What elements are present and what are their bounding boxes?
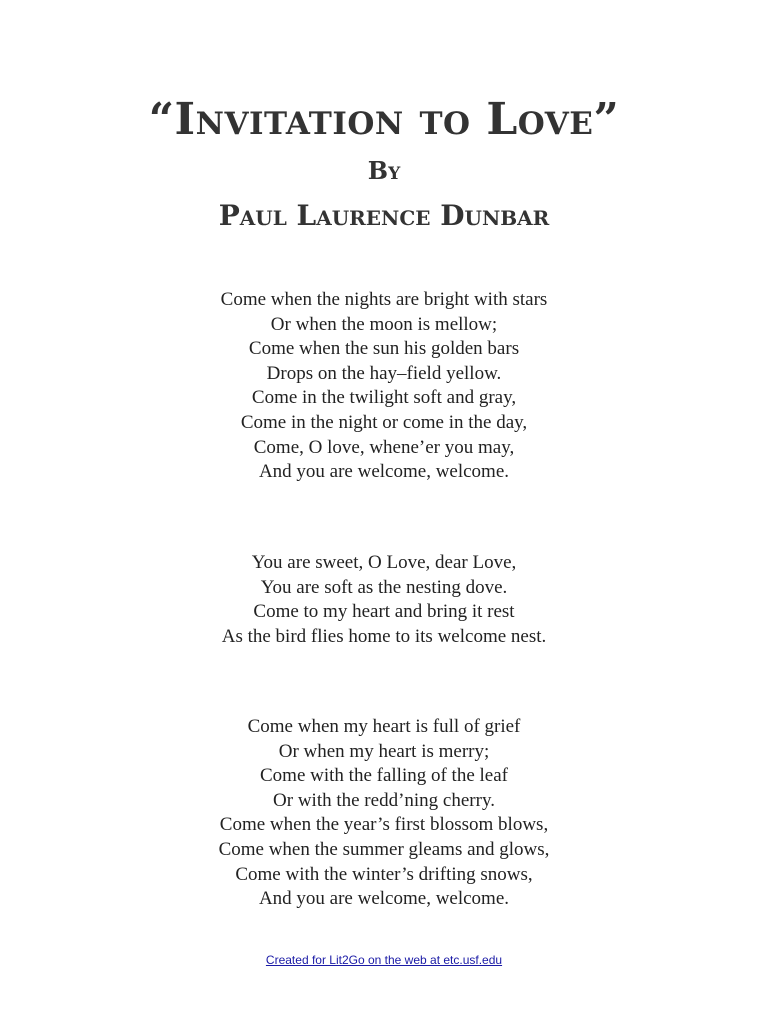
poem-line: Come when the sun his golden bars — [248, 338, 520, 360]
poem-line: You are sweet, O Love, dear Love, — [251, 552, 517, 573]
poem-line: Come when the summer gleams and glows, — [218, 838, 550, 860]
lit2go-credit-link[interactable]: Created for Lit2Go on the web at etc.usf.edu — [265, 953, 503, 967]
poem-line: Come in the twilight soft and gray, — [251, 387, 517, 409]
poem-line: Come when the nights are bright with stars — [220, 289, 548, 310]
poem-title: “Invitation to Love” — [148, 94, 620, 145]
poem-line: Come when the year’s first blossom blows, — [219, 814, 549, 836]
poem-line: Come with the falling of the leaf — [260, 765, 508, 787]
stanza-1 — [0, 288, 768, 485]
poem-line: Come, O love, whene’er you may, — [253, 436, 515, 458]
poem-line: Or when the moon is mellow; — [270, 313, 498, 335]
poem-line: And you are welcome, welcome. — [258, 888, 510, 910]
stanza-3 — [0, 715, 768, 912]
poem-line: Drops on the hay–field yellow. — [266, 362, 502, 384]
stanza-2 — [0, 551, 768, 649]
poem-line: Come when my heart is full of grief — [247, 716, 521, 737]
poem-line: Or with the redd’ning cherry. — [273, 789, 495, 811]
poem-line: Come with the winter’s drifting snows, — [235, 863, 533, 885]
poem-line: You are soft as the nesting dove. — [260, 576, 508, 598]
author-name: Paul Laurence Dunbar — [218, 199, 550, 232]
poem-line: Come to my heart and bring it rest — [253, 601, 515, 623]
poem-line: As the bird flies home to its welcome nest. — [221, 625, 547, 647]
poem-line: Or when my heart is merry; — [278, 740, 490, 762]
poem-line: And you are welcome, welcome. — [258, 461, 510, 483]
byline-label: By — [367, 156, 401, 185]
poem-line: Come in the night or come in the day, — [240, 411, 528, 433]
footer — [0, 953, 768, 967]
